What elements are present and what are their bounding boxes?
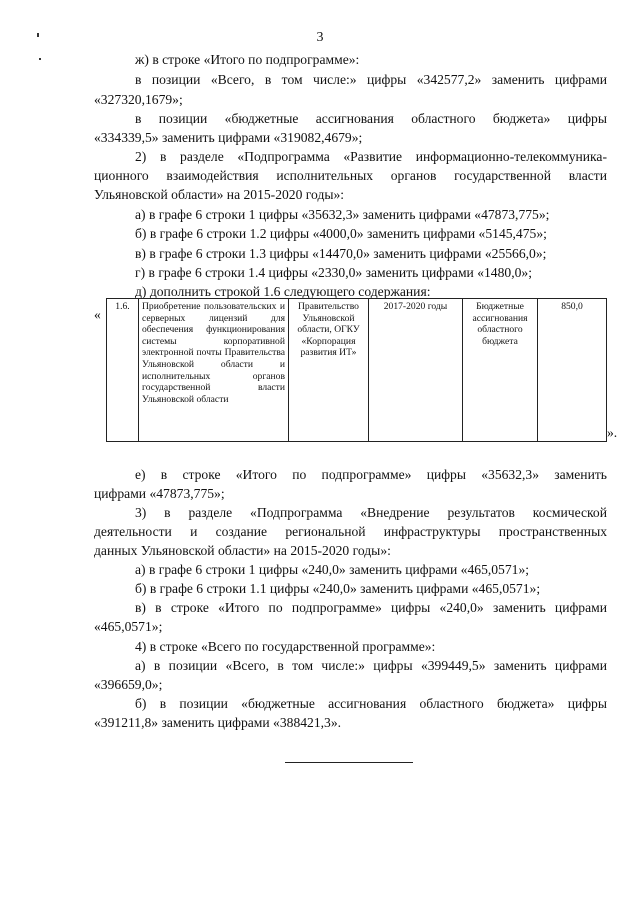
paragraph-e: е) в строке «Итого по подпрограмме» цифры «35632,3» заменить [135,467,607,482]
paragraph-2-heading: 2) в разделе «Подпрограмма «Развитие информационно-телекоммуника- [135,149,607,164]
table-row [107,299,607,442]
paragraph-zh-budget: в позиции «бюджетные ассигнования областного бюджета» цифры [135,111,607,126]
table-open-quote: « [94,307,101,322]
cell-term: 2017-2020 годы [369,299,463,442]
paragraph-4a-cont: «396659,0»; [94,677,163,692]
paragraph-3-heading-end: данных Ульяновской области» на 2015-2020 годы»: [94,543,391,558]
paragraph-2-heading-cont: ционного взаимодействия исполнительных органов государственной власти [94,168,607,183]
cell-value: 850,0 [538,299,607,442]
cell-source: Бюджетные ассигнования областного бюджета [463,299,538,442]
paragraph-4b: б) в позиции «бюджетные ассигнования областного бюджета» цифры [135,696,607,711]
paragraph-2g: г) в графе 6 строки 1.4 цифры «2330,0» заменить цифрами «1480,0»; [135,265,532,280]
paragraph-3v-cont: «465,0571»; [94,619,163,634]
cell-number: 1.6. [107,299,139,442]
paragraph-2a: а) в графе 6 строки 1 цифры «35632,3» заменить цифрами «47873,775»; [135,207,550,222]
paragraph-zh-total: в позиции «Всего, в том числе:» цифры «342577,2» заменить цифрами [135,72,607,87]
scan-mark [39,58,41,60]
paragraph-2v: в) в графе 6 строки 1.3 цифры «14470,0» заменить цифрами «25566,0»; [135,246,547,261]
cell-name: Приобретение пользовательских и серверных лицензий для обеспечения функционирования системы корпоративной электронной почты Правительства Ульяновской области и исполнительных органов государственной власти Ульяновской области [139,299,289,442]
paragraph-e-cont: цифрами «47873,775»; [94,486,225,501]
paragraph-3-heading: 3) в разделе «Подпрограмма «Внедрение результатов космической [135,505,607,520]
paragraph-4a: а) в позиции «Всего, в том числе:» цифры «399449,5» заменить цифрами [135,658,607,673]
paragraph-zh-total-value: «327320,1679»; [94,92,183,107]
paragraph-4b-cont: «391211,8» заменить цифрами «388421,3». [94,715,342,730]
paragraph-zh-budget-value: «334339,5» заменить цифрами «319082,4679»; [94,130,363,145]
page-number: 3 [316,30,324,45]
closing-rule [285,762,413,763]
paragraph-zh-heading: ж) в строке «Итого по подпрограмме»: [135,52,360,67]
paragraph-2-heading-end: Ульяновской области» на 2015-2020 годы»: [94,187,345,202]
paragraph-3-heading-cont: деятельности и создание региональной инфраструктуры пространственных [94,524,607,539]
paragraph-2d: д) дополнить строкой 1.6 следующего содержания: [135,284,431,299]
paragraph-3b: б) в графе 6 строки 1.1 цифры «240,0» заменить цифрами «465,0571»; [135,581,541,596]
inserted-table-row [106,298,607,442]
paragraph-3v: в) в строке «Итого по подпрограмме» цифры «240,0» заменить цифрами [135,600,607,615]
table-close-quote: ». [607,425,618,440]
cell-executor: Правительство Ульяновской области, ОГКУ «Корпорация развития ИТ» [289,299,369,442]
paragraph-3a: а) в графе 6 строки 1 цифры «240,0» заменить цифрами «465,0571»; [135,562,530,577]
paragraph-4-heading: 4) в строке «Всего по государственной программе»: [135,639,436,654]
paragraph-2b: б) в графе 6 строки 1.2 цифры «4000,0» заменить цифрами «5145,475»; [135,226,547,241]
